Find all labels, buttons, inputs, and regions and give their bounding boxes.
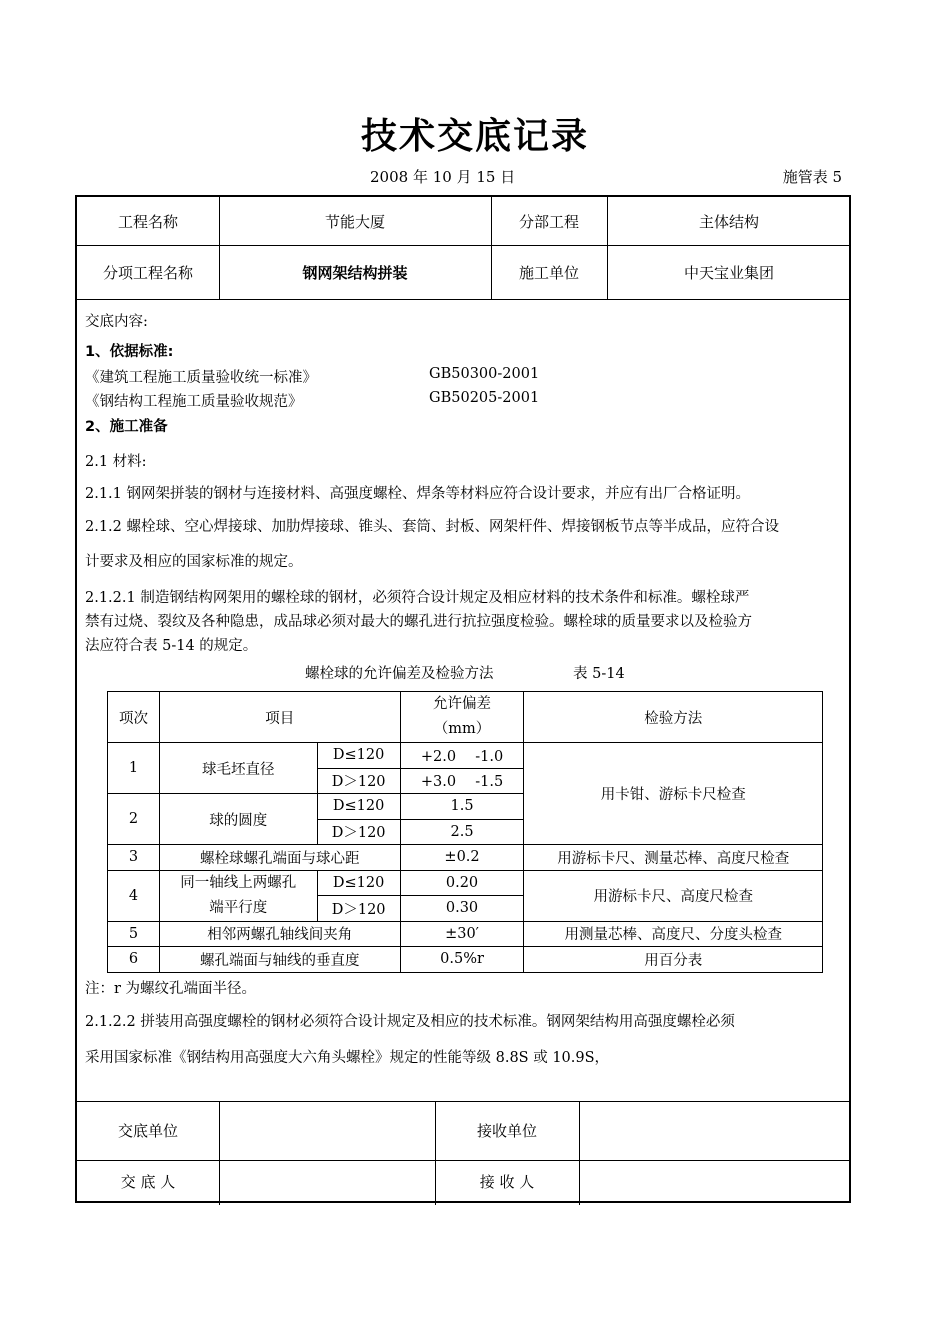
project-name-value: 节能大厦 bbox=[324, 212, 385, 231]
document-title: 技术交底记录 bbox=[360, 116, 589, 157]
content-intro: 交底内容: bbox=[85, 314, 148, 330]
division-label: 分部工程 bbox=[518, 212, 579, 231]
issuer-label: 交 底 人 bbox=[120, 1173, 176, 1191]
row-1a-tolerance: +2.0 -1.0 bbox=[400, 743, 524, 769]
header-tolerance-line-1: 允许偏差 bbox=[433, 696, 492, 712]
receiver-field[interactable] bbox=[579, 1160, 851, 1203]
clause-2-1-2-line-1: 2.1.2 螺栓球、空心焊接球、加肋焊接球、锥头、套筒、封板、网架杆件、焊接钢板节点等半成品，应符合设 bbox=[85, 519, 779, 535]
row-2-no: 2 bbox=[108, 794, 160, 845]
contractor-value: 中天宝业集团 bbox=[683, 263, 774, 282]
table-header-row bbox=[108, 692, 823, 743]
row-1-2-method: 用卡钳、游标卡尺检查 bbox=[524, 743, 823, 845]
bolt-ball-tolerance-table bbox=[107, 691, 823, 973]
table-row bbox=[108, 870, 823, 896]
clause-2-1: 2.1 材料: bbox=[85, 454, 147, 470]
standard-1-code: GB50300-2001 bbox=[429, 366, 540, 382]
receiver-label: 接 收 人 bbox=[479, 1173, 535, 1191]
subitem-label: 分项工程名称 bbox=[102, 263, 193, 282]
subitem-value: 钢网架结构拼装 bbox=[302, 263, 408, 282]
header-item: 项目 bbox=[159, 692, 400, 743]
row-6-method: 用百分表 bbox=[524, 947, 823, 973]
section-1-heading: 1、依据标准: bbox=[85, 344, 174, 360]
table-row bbox=[108, 947, 823, 973]
table-row bbox=[108, 845, 823, 871]
standard-1-name: 《建筑工程施工质量验收统一标准》 bbox=[85, 370, 317, 386]
row-1-no: 1 bbox=[108, 743, 160, 794]
header-tolerance bbox=[400, 692, 524, 743]
row-1b-tolerance: +3.0 -1.5 bbox=[400, 768, 524, 794]
row-4b-condition: D＞120 bbox=[317, 896, 400, 922]
row-4a-condition: D≤120 bbox=[317, 870, 400, 896]
row-6-item: 螺孔端面与轴线的垂直度 bbox=[159, 947, 400, 973]
row-2b-tolerance: 2.5 bbox=[400, 819, 524, 845]
row-4a-tolerance: 0.20 bbox=[400, 870, 524, 896]
row-2-item: 球的圆度 bbox=[159, 794, 317, 845]
clause-2-1-1: 2.1.1 钢网架拼装的钢材与连接材料、高强度螺栓、焊条等材料应符合设计要求，并应有出厂合格证明。 bbox=[85, 486, 750, 502]
issuer-field[interactable] bbox=[219, 1160, 435, 1203]
standard-2-name: 《钢结构工程施工质量验收规范》 bbox=[85, 394, 303, 410]
header-bottom-divider bbox=[77, 299, 849, 300]
record-date: 2008 年 10 月 15 日 bbox=[370, 168, 516, 186]
row-3-item: 螺栓球螺孔端面与球心距 bbox=[159, 845, 400, 871]
project-name-label: 工程名称 bbox=[117, 212, 178, 231]
row-2a-tolerance: 1.5 bbox=[400, 794, 524, 820]
standard-2-code: GB50205-2001 bbox=[429, 390, 540, 406]
row-6-no: 6 bbox=[108, 947, 160, 973]
row-6-tolerance: 0.5%r bbox=[400, 947, 524, 973]
table-caption: 螺栓球的允许偏差及检验方法 bbox=[305, 666, 494, 682]
form-number: 施管表 5 bbox=[782, 168, 842, 186]
header-no: 项次 bbox=[108, 692, 160, 743]
table-number: 表 5-14 bbox=[573, 666, 625, 682]
clause-2-1-2-1-line-3: 法应符合表 5-14 的规定。 bbox=[85, 638, 258, 654]
row-5-tolerance: ±30′ bbox=[400, 921, 524, 947]
issuer-unit-field[interactable] bbox=[219, 1101, 435, 1160]
row-4b-tolerance: 0.30 bbox=[400, 896, 524, 922]
row-3-method: 用游标卡尺、测量芯棒、高度尺检查 bbox=[524, 845, 823, 871]
receiver-unit-field[interactable] bbox=[579, 1101, 851, 1160]
table-row bbox=[108, 743, 823, 769]
row-3-tolerance: ±0.2 bbox=[400, 845, 524, 871]
header-tolerance-line-2: （mm） bbox=[433, 721, 491, 737]
table-row bbox=[108, 921, 823, 947]
row-3-no: 3 bbox=[108, 845, 160, 871]
row-5-no: 5 bbox=[108, 921, 160, 947]
row-5-method: 用测量芯棒、高度尺、分度头检查 bbox=[524, 921, 823, 947]
clause-2-1-2-1-line-1: 2.1.2.1 制造钢结构网架用的螺栓球的钢材，必须符合设计规定及相应材料的技术条件和标准。螺栓球严 bbox=[85, 590, 750, 606]
row-4-no: 4 bbox=[108, 870, 160, 921]
row-1b-condition: D＞120 bbox=[317, 768, 400, 794]
section-2-heading: 2、施工准备 bbox=[85, 419, 168, 435]
row-1-item: 球毛坯直径 bbox=[159, 743, 317, 794]
record-form bbox=[75, 195, 851, 1203]
clause-2-1-2-1-line-2: 禁有过烧、裂纹及各种隐患，成品球必须对最大的螺孔进行抗拉强度检验。螺栓球的质量要求以及检验方 bbox=[85, 614, 752, 630]
header-method: 检验方法 bbox=[524, 692, 823, 743]
row-2b-condition: D＞120 bbox=[317, 819, 400, 845]
contractor-label: 施工单位 bbox=[518, 263, 579, 282]
row-4-item-line-2: 端平行度 bbox=[209, 899, 268, 916]
table-note: 注：r 为螺纹孔端面半径。 bbox=[85, 981, 257, 997]
division-value: 主体结构 bbox=[698, 212, 759, 231]
row-4-method: 用游标卡尺、高度尺检查 bbox=[524, 870, 823, 921]
row-4-item bbox=[159, 870, 317, 921]
row-1a-condition: D≤120 bbox=[317, 743, 400, 769]
row-5-item: 相邻两螺孔轴线间夹角 bbox=[159, 921, 400, 947]
clause-2-1-2-2-line-1: 2.1.2.2 拼装用高强度螺栓的钢材必须符合设计规定及相应的技术标准。钢网架结构用高强度螺栓必须 bbox=[85, 1014, 735, 1030]
clause-2-1-2-line-2: 计要求及相应的国家标准的规定。 bbox=[85, 554, 303, 570]
row-4-item-line-1: 同一轴线上两螺孔 bbox=[180, 874, 297, 891]
receiver-unit-label: 接收单位 bbox=[476, 1122, 537, 1140]
row-2a-condition: D≤120 bbox=[317, 794, 400, 820]
clause-2-1-2-2-line-2: 采用国家标准《钢结构用高强度大六角头螺栓》规定的性能等级 8.8S 或 10.9S， bbox=[85, 1050, 610, 1066]
issuer-unit-label: 交底单位 bbox=[117, 1122, 178, 1140]
